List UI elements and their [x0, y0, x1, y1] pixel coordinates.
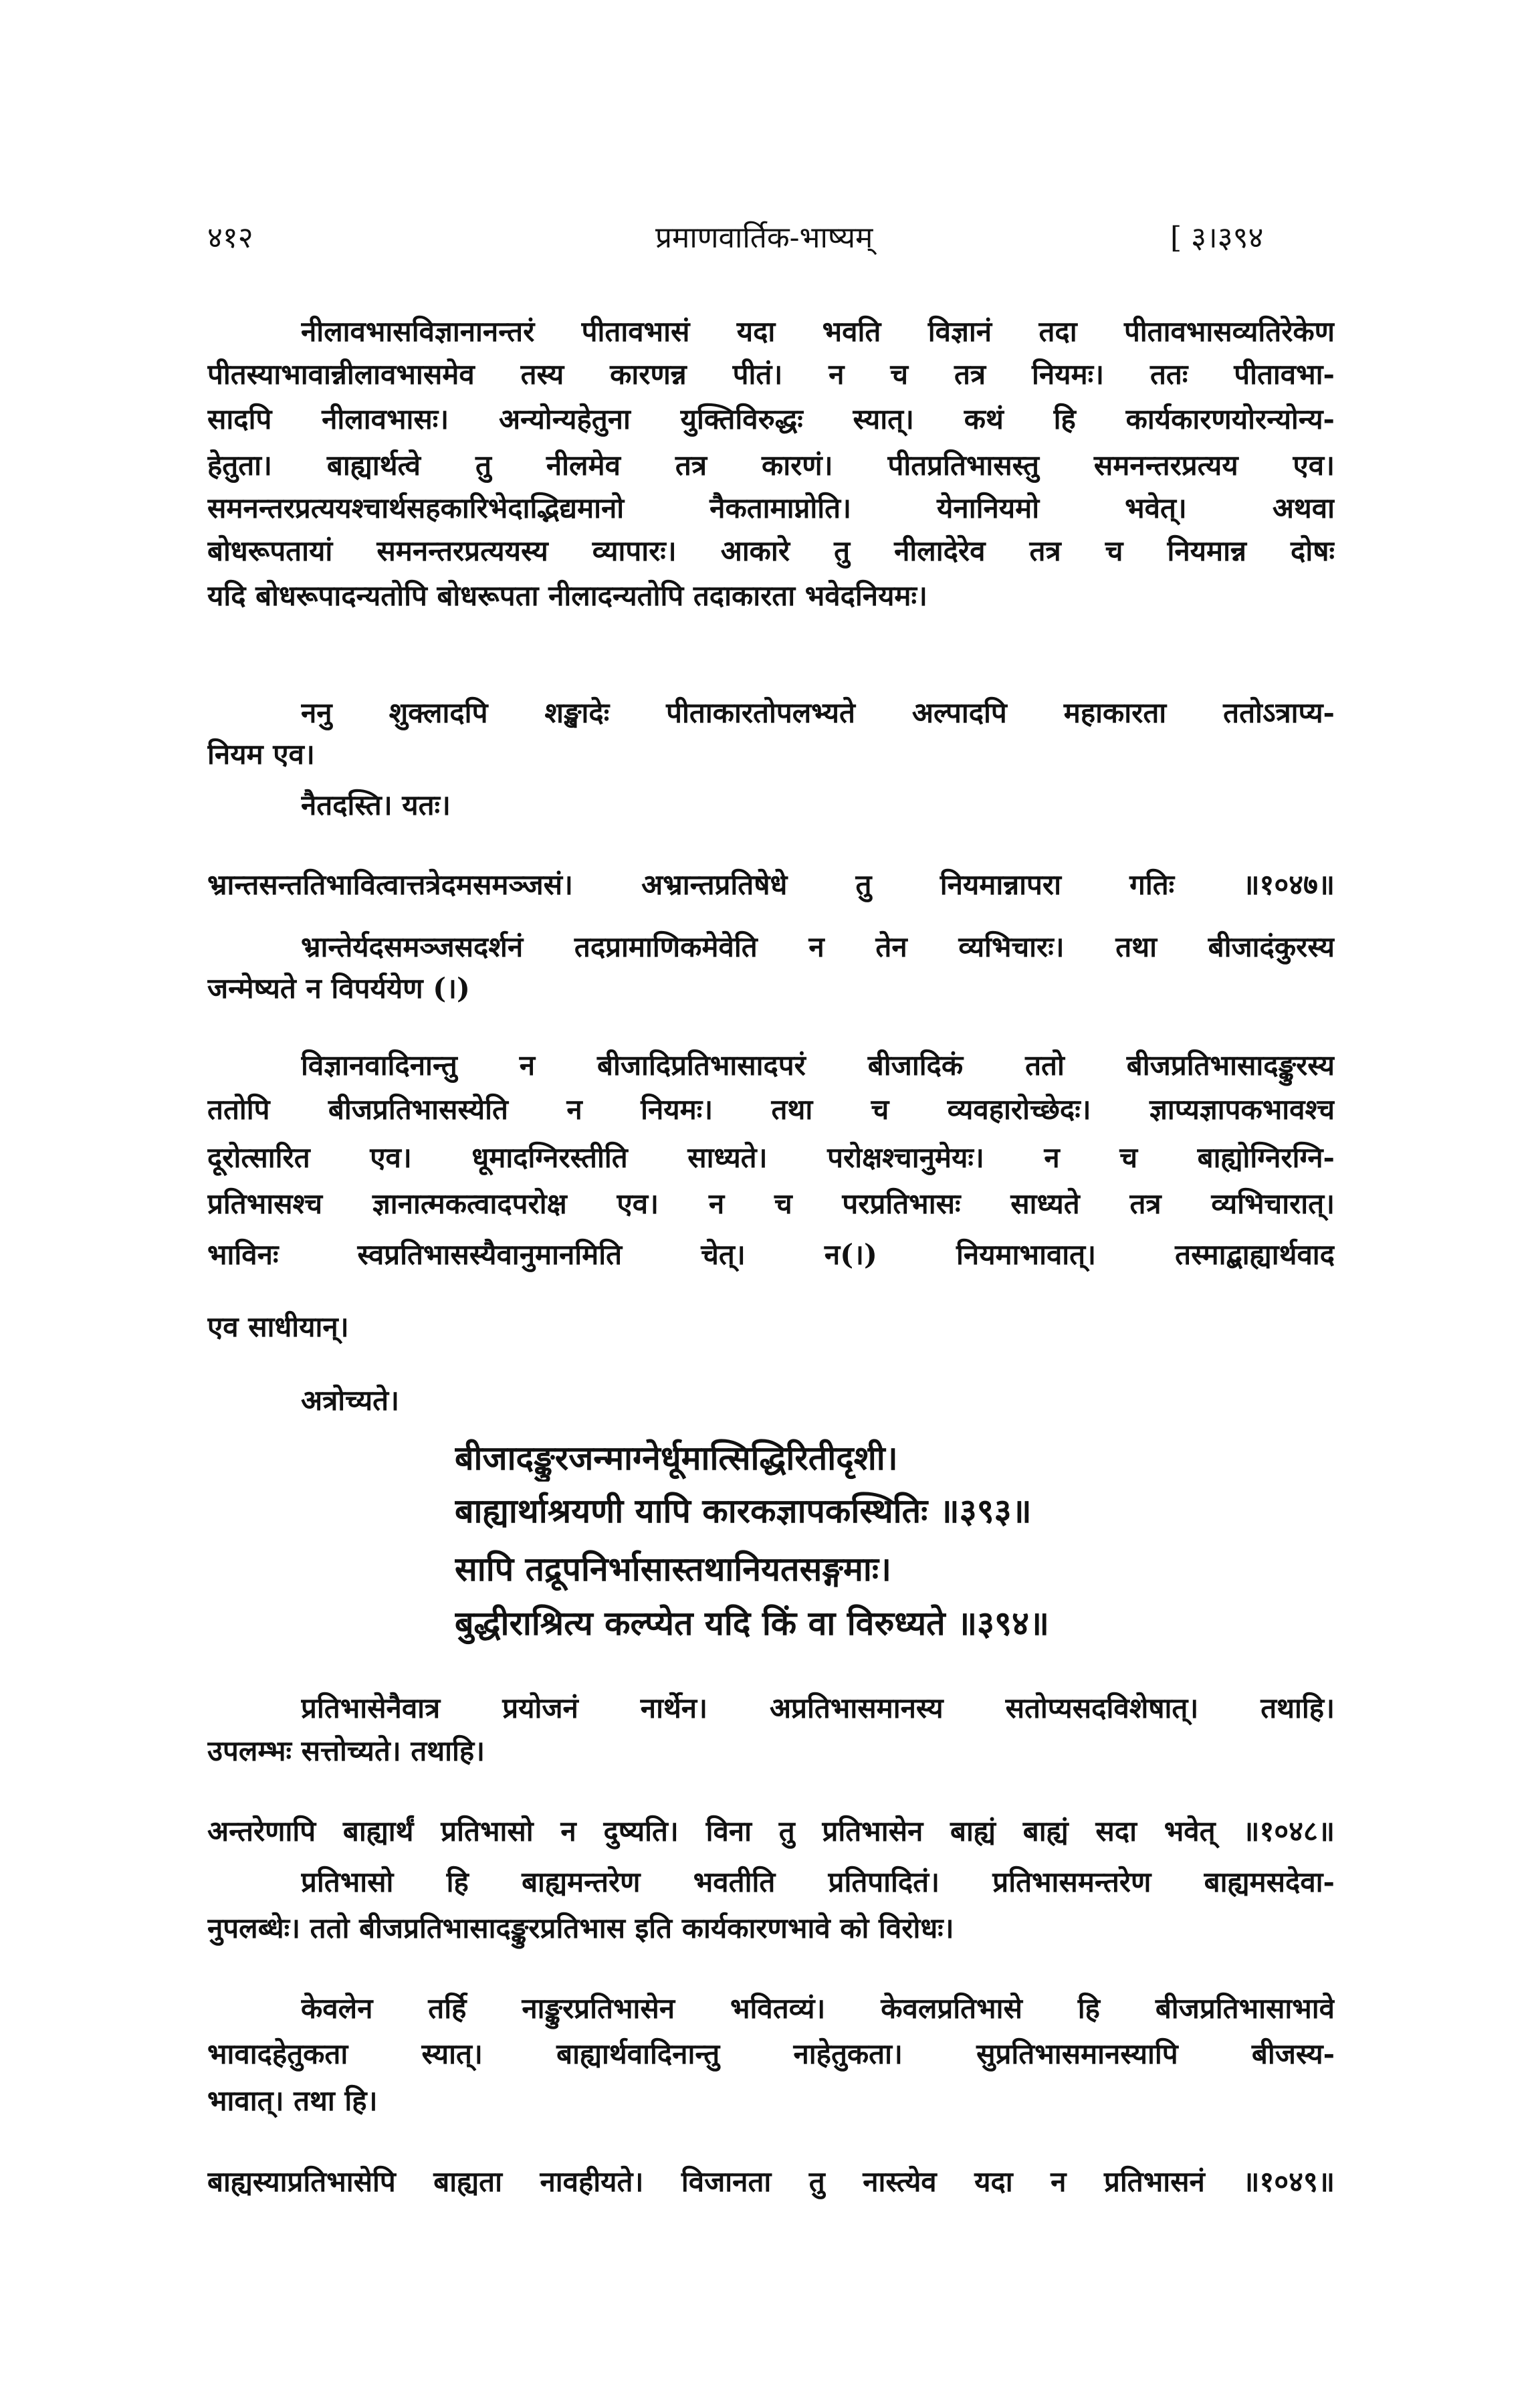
text-line: प्रतिभासेनैवात्र प्रयोजनं नार्थेन। अप्रतिभासमानस्य सतोप्यसदविशेषात्। तथाहि। — [301, 1692, 1335, 1724]
text-line: नुपलब्धेः। ततो बीजप्रतिभासादङ्कुरप्रतिभास इति कार्यकारणभावे को विरोधः। — [207, 1912, 954, 1944]
text-line: उपलम्भः सत्तोच्यते। तथाहि। — [207, 1734, 485, 1767]
text-line: भावादहेतुकता स्यात्। बाह्यार्थवादिनान्तु नाहेतुकता। सुप्रतिभासमानस्यापि बीजस्य- — [207, 2037, 1335, 2070]
text-line: नीलावभासविज्ञानानन्तरं पीतावभासं यदा भवति विज्ञानं तदा पीतावभासव्यतिरेकेण — [301, 315, 1335, 348]
karika-line: बुद्धीराश्रित्य कल्प्येत यदि किं वा विरुध्यते ॥३९४॥ — [455, 1603, 1049, 1643]
text-line: एव साधीयान्। — [207, 1310, 349, 1343]
text-line: विज्ञानवादिनान्तु न बीजादिप्रतिभासादपरं बीजादिकं ततो बीजप्रतिभासादङ्कुरस्य — [301, 1049, 1335, 1082]
text-line: भाविनः स्वप्रतिभासस्यैवानुमानमिति चेत्। न(।) नियमाभावात्। तस्माद्बाह्यार्थवाद — [207, 1238, 1335, 1271]
text-line: हेतुता। बाह्यार्थत्वे तु नीलमेव तत्र कारणं। पीतप्रतिभासस्तु समनन्तरप्रत्यय एव। — [207, 449, 1335, 482]
text-line: ततोपि बीजप्रतिभासस्येति न नियमः। तथा च व्यवहारोच्छेदः। ज्ञाप्यज्ञापकभावश्च — [207, 1093, 1335, 1126]
text-line: सादपि नीलावभासः। अन्योन्यहेतुना युक्तिविरुद्धः स्यात्। कथं हि कार्यकारणयोरन्योन्य- — [207, 403, 1335, 435]
text-line: भ्रान्तेर्यदसमञ्जसदर्शनं तदप्रामाणिकमेवेति न तेन व्यभिचारः। तथा बीजादंकुरस्य — [301, 930, 1335, 963]
verse-1049: बाह्यस्याप्रतिभासेपि बाह्यता नावहीयते। विजानता तु नास्त्येव यदा न प्रतिभासनं ॥१०४९॥ — [207, 2165, 1335, 2198]
text-line: यदि बोधरूपादन्यतोपि बोधरूपता नीलादन्यतोपि तदाकारता भवेदनियमः। — [207, 579, 927, 612]
text-line: पीतस्याभावान्नीलावभासमेव तस्य कारणन्न पीतं। न च तत्र नियमः। ततः पीतावभा- — [207, 358, 1335, 391]
section-reference: [ ३।३९४ — [1170, 221, 1264, 255]
text-line: दूरोत्सारित एव। धूमादग्निरस्तीति साध्यते। परोक्षश्चानुमेयः। न च बाह्योग्निरग्नि- — [207, 1141, 1335, 1174]
text-line: ननु शुक्लादपि शङ्खादेः पीताकारतोपलभ्यते अल्पादपि महाकारता ततोऽत्राप्य- — [301, 696, 1335, 729]
text-line: भावात्। तथा हि। — [207, 2084, 378, 2117]
karika-line: बाह्यार्थाश्रयणी यापि कारकज्ञापकस्थितिः ॥३९३॥ — [455, 1491, 1032, 1530]
text-line: बोधरूपतायां समनन्तरप्रत्ययस्य व्यापारः। आकारे तु नीलादेरेव तत्र च नियमान्न दोषः — [207, 534, 1335, 567]
page-number: ४१२ — [207, 221, 253, 255]
text-line: समनन्तरप्रत्ययश्चार्थसहकारिभेदाद्भिद्यमानो नैकतामाप्नोति। येनानियमो भवेत्। अथवा — [207, 492, 1335, 524]
text-line: जन्मेष्यते न विपर्ययेण (।) — [207, 972, 470, 1005]
text-line: केवलेन तर्हि नाङ्कुरप्रतिभासेन भवितव्यं। केवलप्रतिभासे हि बीजप्रतिभासाभावे — [301, 1992, 1335, 2025]
verse-1047: भ्रान्तसन्ततिभावित्वात्तत्रेदमसमञ्जसं। अभ्रान्तप्रतिषेधे तु नियमान्नापरा गतिः ॥१०४७॥ — [207, 868, 1335, 901]
text-line: नैतदस्ति। यतः। — [301, 789, 451, 821]
running-title: प्रमाणवार्तिक-भाष्यम् — [655, 221, 873, 255]
text-line: नियम एव। — [207, 738, 315, 771]
karika-line: बीजादङ्कुरजन्माग्नेर्धूमात्सिद्धिरितीदृशी। — [455, 1438, 898, 1478]
text-line: प्रतिभासश्च ज्ञानात्मकत्वादपरोक्ष एव। न च परप्रतिभासः साध्यते तत्र व्यभिचारात्। — [207, 1187, 1335, 1220]
text-line: अत्रोच्यते। — [301, 1384, 400, 1417]
karika-line: सापि तद्रूपनिर्भासास्तथानियतसङ्गमाः। — [455, 1549, 891, 1589]
text-line: प्रतिभासो हि बाह्यमन्तरेण भवतीति प्रतिपादितं। प्रतिभासमन्तरेण बाह्यमसदेवा- — [301, 1866, 1335, 1898]
verse-1048: अन्तरेणापि बाह्यार्थं प्रतिभासो न दुष्यति। विना तु प्रतिभासेन बाह्यं बाह्यं सदा भवेत् ॥१०४८॥ — [207, 1815, 1335, 1847]
